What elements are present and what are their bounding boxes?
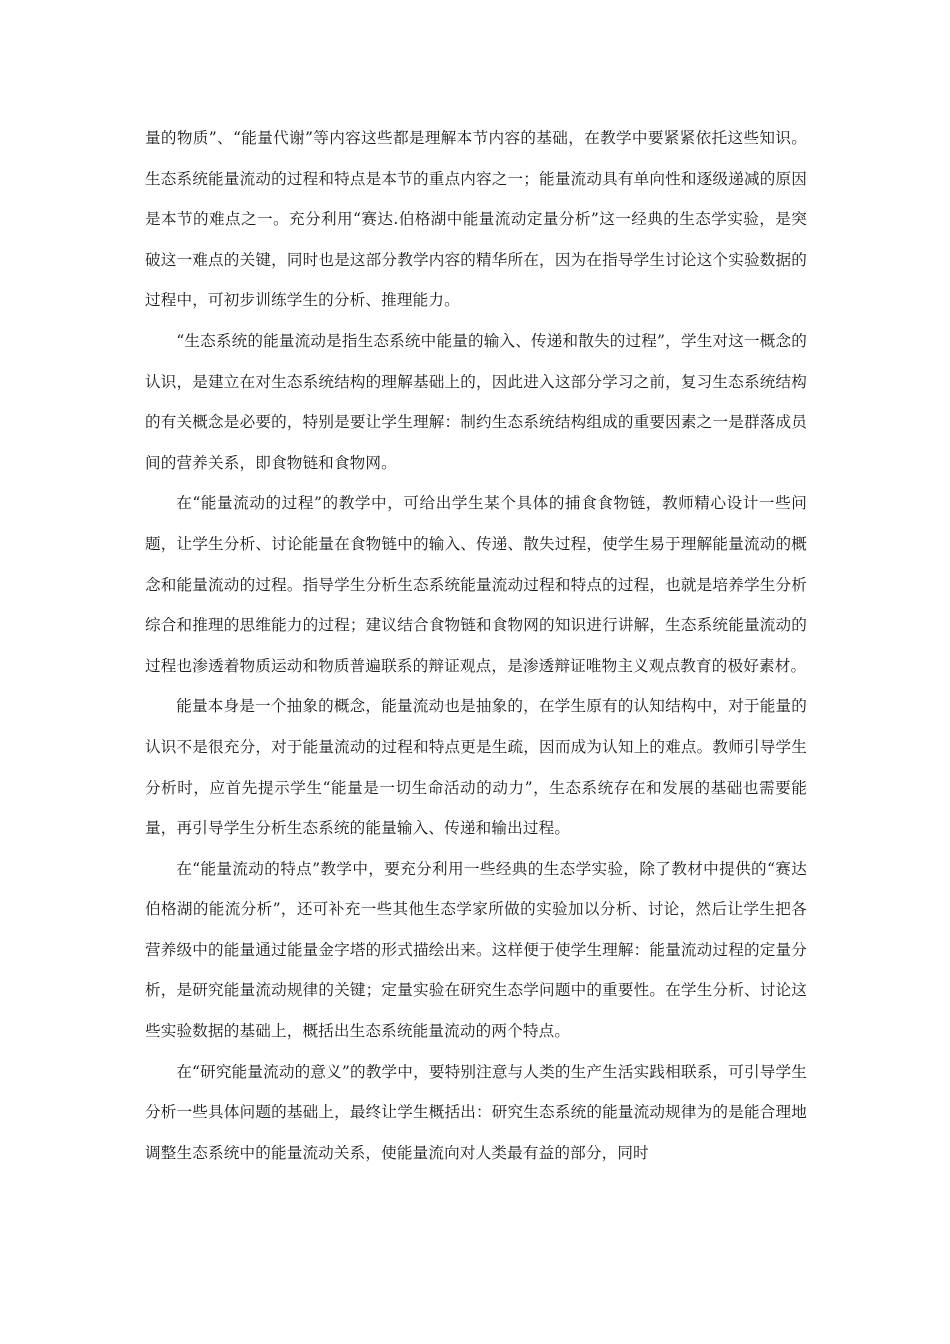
document-page (145, 118, 807, 1173)
paragraph-3: 在“能量流动的过程”的教学中，可给出学生某个具体的捕食食物链，教师精心设计一些问题，让学生分析、讨论能量在食物链中的输入、传递、散失过程，使学生易于理解能量流动的概念和能量流动的过程。指导学生分析生态系统能量流动过程和特点的过程，也就是培养学生分析综合和推理的思维能力的过程；建议结合食物链和食物网的知识进行讲解，生态系统能量流动的过程也渗透着物质运动和物质普遍联系的辩证观点，是渗透辩证唯物主义观点教育的极好素材。 (145, 494, 807, 675)
paragraph-1: 量的物质”、“能量代谢”等内容这些都是理解本节内容的基础，在教学中要紧紧依托这些知识。生态系统能量流动的过程和特点是本节的重点内容之一；能量流动具有单向性和逐级递减的原因是本节的难点之一。充分利用“赛达.伯格湖中能量流动定量分析”这一经典的生态学实验，是突破这一难点的关键，同时也是这部分教学内容的精华所在，因为在指导学生讨论这个实验数据的过程中，可初步训练学生的分析、推理能力。 (145, 129, 807, 310)
paragraph-6: 在“研究能量流动的意义”的教学中，要特别注意与人类的生产生活实践相联系，可引导学生分析一些具体问题的基础上，最终让学生概括出：研究生态系统的能量流动规律为的是能合理地调整生态系统中的能量流动关系，使能量流向对人类最有益的部分，同时 (145, 1062, 807, 1162)
paragraph-2: “生态系统的能量流动是指生态系统中能量的输入、传递和散失的过程”，学生对这一概念的认识，是建立在对生态系统结构的理解基础上的，因此进入这部分学习之前，复习生态系统结构的有关概念是必要的，特别是要让学生理解：制约生态系统结构组成的重要因素之一是群落成员间的营养关系，即食物链和食物网。 (145, 331, 807, 472)
paragraph-5: 在“能量流动的特点”教学中，要充分利用一些经典的生态学实验，除了教材中提供的“赛达伯格湖的能流分析”，还可补充一些其他生态学家所做的实验加以分析、讨论，然后让学生把各营养级中的能量通过能量金字塔的形式描绘出来。这样便于使学生理解：能量流动过程的定量分析，是研究能量流动规律的关键；定量实验在研究生态学问题中的重要性。在学生分析、讨论这些实验数据的基础上，概括出生态系统能量流动的两个特点。 (145, 859, 807, 1041)
paragraph-4: 能量本身是一个抽象的概念，能量流动也是抽象的，在学生原有的认知结构中，对于能量的认识不是很充分，对于能量流动的过程和特点更是生疏，因而成为认知上的难点。教师引导学生分析时，应首先提示学生“能量是一切生命活动的动力”，生态系统存在和发展的基础也需要能量，再引导学生分析生态系统的能量输入、传递和输出过程。 (145, 697, 807, 838)
